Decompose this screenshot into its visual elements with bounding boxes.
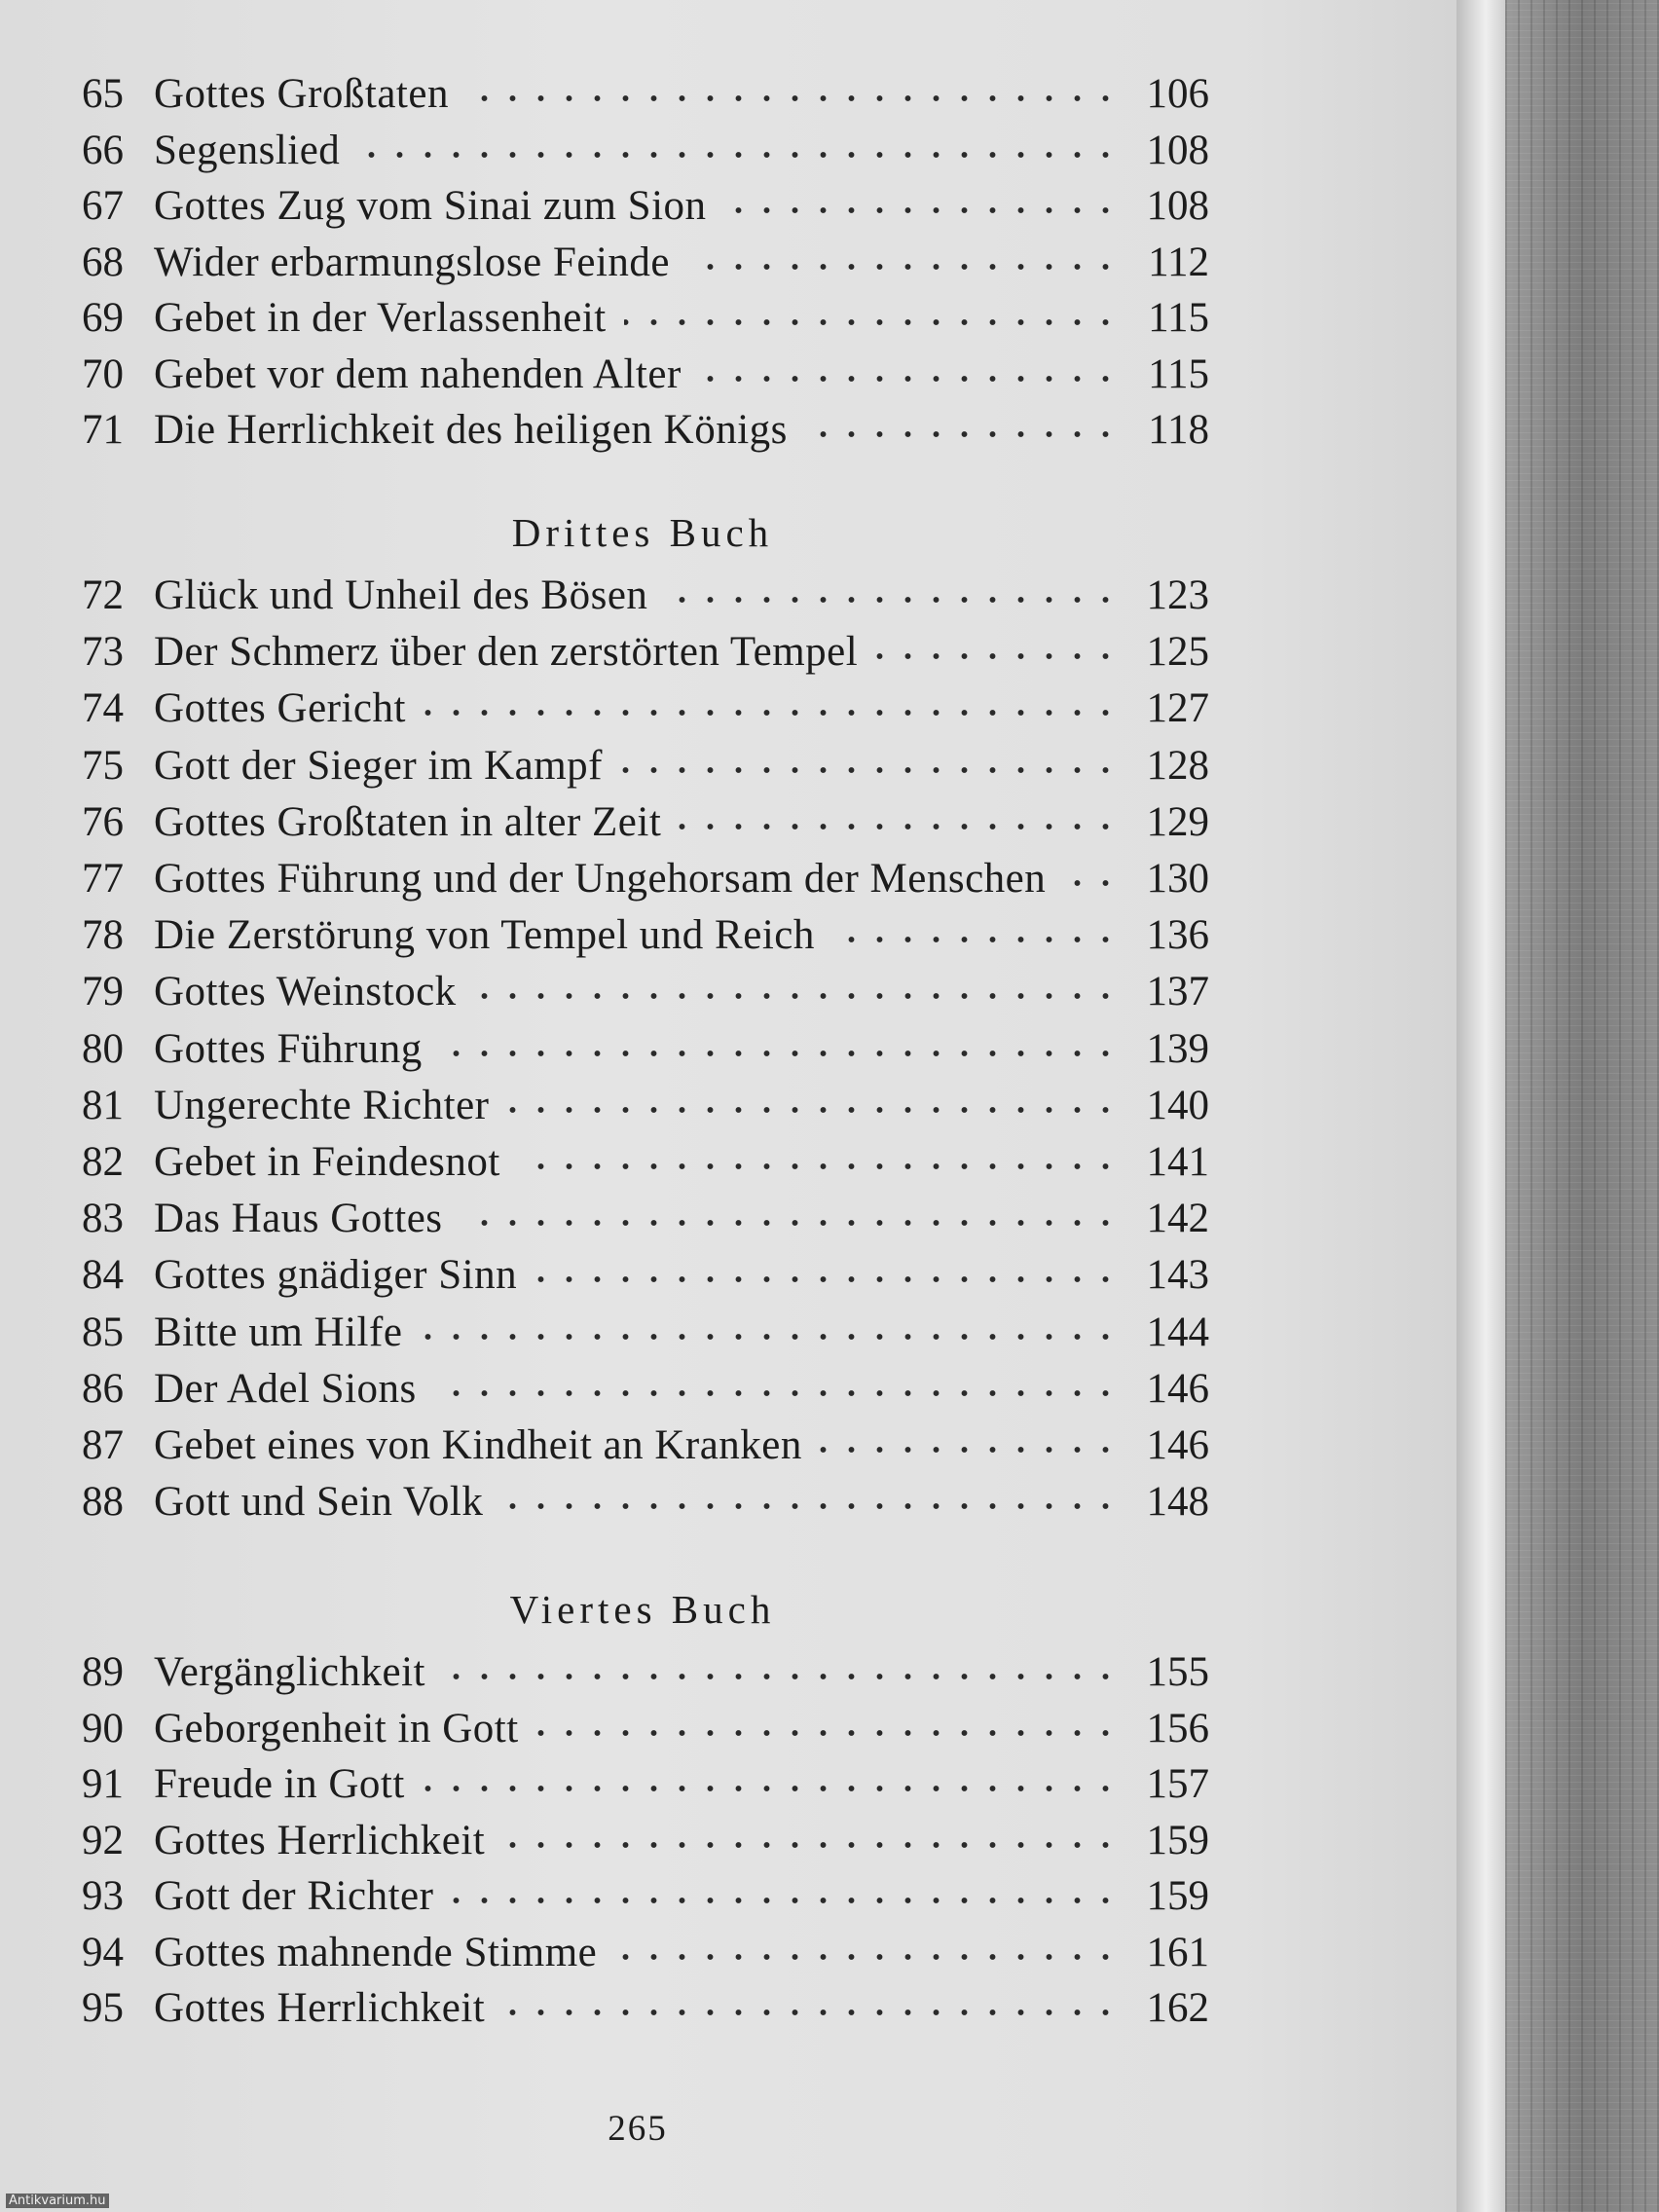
dot-leader — [518, 1161, 1120, 1171]
toc-entry — [82, 1648, 1209, 1697]
toc-entry — [82, 1817, 1209, 1865]
entry-number: 65 — [82, 71, 124, 117]
entry-title: Bitte um Hilfe — [154, 1309, 403, 1355]
entry-title: Gott und Sein Volk — [154, 1479, 484, 1525]
entry-title: Gott der Richter — [154, 1873, 434, 1919]
entry-page: 142 — [1146, 1196, 1209, 1241]
entry-page: 108 — [1146, 183, 1209, 229]
entry-number: 83 — [82, 1196, 124, 1241]
entry-page: 143 — [1146, 1252, 1209, 1298]
entry-title: Ungerechte Richter — [154, 1083, 490, 1128]
entry-number: 87 — [82, 1422, 124, 1468]
toc-entry — [82, 239, 1209, 287]
toc-entry — [82, 1251, 1209, 1300]
entry-number: 85 — [82, 1309, 124, 1355]
toc-entry — [82, 350, 1209, 399]
entry-page: 155 — [1146, 1649, 1209, 1695]
entry-number: 95 — [82, 1985, 124, 2031]
entry-title: Gottes Großtaten in alter Zeit — [154, 799, 662, 845]
entry-page: 136 — [1146, 912, 1209, 958]
entry-title: Die Herrlichkeit des heiligen Königs — [154, 407, 788, 453]
dot-leader — [474, 991, 1120, 1001]
entry-number: 74 — [82, 685, 124, 731]
entry-title: Gottes Weinstock — [154, 969, 457, 1014]
toc-entry — [82, 798, 1209, 847]
entry-title: Der Adel Sions — [154, 1366, 417, 1412]
toc-entry — [82, 127, 1209, 175]
dot-leader — [614, 1952, 1120, 1962]
dot-leader — [434, 1388, 1120, 1398]
entry-title: Gebet in Feindesnot — [154, 1139, 500, 1185]
entry-title: Gottes gnädiger Sinn — [154, 1252, 518, 1298]
dot-leader — [443, 1672, 1120, 1681]
entry-page: 115 — [1148, 351, 1209, 397]
dot-leader — [679, 822, 1120, 831]
dot-leader — [451, 1896, 1120, 1905]
entry-title: Gottes Gericht — [154, 685, 406, 731]
entry-number: 92 — [82, 1818, 124, 1863]
dot-leader — [466, 93, 1120, 103]
entry-number: 78 — [82, 912, 124, 958]
toc-entry — [82, 1984, 1209, 2033]
dot-leader — [461, 1218, 1120, 1228]
dot-leader — [440, 1049, 1120, 1058]
entry-number: 66 — [82, 128, 124, 173]
dot-leader — [820, 1445, 1120, 1455]
dot-leader — [502, 2008, 1120, 2017]
toc-entry — [82, 628, 1209, 677]
toc-entry — [82, 1421, 1209, 1470]
entry-page: 129 — [1146, 799, 1209, 845]
entry-number: 69 — [82, 295, 124, 341]
toc-entry — [82, 1138, 1209, 1187]
entry-page: 159 — [1146, 1873, 1209, 1919]
entry-title: Die Zerstörung von Tempel und Reich — [154, 912, 815, 958]
entry-number: 80 — [82, 1026, 124, 1072]
entry-title: Gottes Herrlichkeit — [154, 1985, 486, 2031]
dot-leader — [832, 935, 1120, 944]
entry-number: 68 — [82, 240, 124, 285]
toc-entry — [82, 571, 1209, 620]
entry-number: 82 — [82, 1139, 124, 1185]
entry-page: 139 — [1146, 1026, 1209, 1072]
page-edge — [1456, 0, 1505, 2212]
dot-leader — [624, 317, 1120, 327]
entry-number: 81 — [82, 1083, 124, 1128]
dot-leader — [699, 374, 1120, 384]
entry-title: Gottes mahnende Stimme — [154, 1930, 598, 1975]
entry-page: 146 — [1146, 1366, 1209, 1412]
toc-entry — [82, 294, 1209, 343]
entry-number: 71 — [82, 407, 124, 453]
entry-title: Wider erbarmungslose Feinde — [154, 240, 671, 285]
entry-page: 156 — [1146, 1706, 1209, 1751]
entry-number: 86 — [82, 1366, 124, 1412]
dot-leader — [1063, 878, 1120, 888]
entry-page: 108 — [1146, 128, 1209, 173]
entry-page: 123 — [1146, 572, 1209, 618]
entry-title: Gottes Führung und der Ungehorsam der Menschen — [154, 856, 1047, 902]
entry-number: 79 — [82, 969, 124, 1014]
entry-title: Freude in Gott — [154, 1761, 405, 1807]
dot-leader — [506, 1105, 1120, 1115]
toc-entry — [82, 684, 1209, 733]
toc-entry — [82, 1872, 1209, 1921]
entry-page: 128 — [1146, 743, 1209, 789]
entry-title: Gottes Führung — [154, 1026, 423, 1072]
entry-title: Gebet in der Verlassenheit — [154, 295, 607, 341]
toc-entry — [82, 1929, 1209, 1977]
dot-leader — [875, 651, 1120, 661]
entry-title: Vergänglichkeit — [154, 1649, 425, 1695]
entry-title: Geborgenheit in Gott — [154, 1706, 519, 1751]
dot-leader — [724, 205, 1120, 215]
toc-entry — [82, 406, 1209, 455]
dot-leader — [805, 429, 1120, 439]
dot-leader — [502, 1840, 1120, 1850]
entry-title: Der Schmerz über den zerstörten Tempel — [154, 629, 859, 675]
entry-number: 75 — [82, 743, 124, 789]
entry-page: 146 — [1146, 1422, 1209, 1468]
entry-number: 90 — [82, 1706, 124, 1751]
entry-title: Gott der Sieger im Kampf — [154, 743, 604, 789]
dot-leader — [423, 1784, 1120, 1793]
entry-page: 148 — [1146, 1479, 1209, 1525]
dot-leader — [620, 765, 1120, 775]
toc-entry — [82, 742, 1209, 791]
toc-entry — [82, 1760, 1209, 1809]
entry-title: Gottes Großtaten — [154, 71, 449, 117]
dot-leader — [357, 150, 1120, 160]
entry-page: 161 — [1146, 1930, 1209, 1975]
entry-page: 130 — [1146, 856, 1209, 902]
entry-page: 125 — [1146, 629, 1209, 675]
entry-number: 94 — [82, 1930, 124, 1975]
entry-page: 157 — [1146, 1761, 1209, 1807]
entry-page: 140 — [1146, 1083, 1209, 1128]
watermark: Antikvarium.hu — [6, 2194, 109, 2208]
entry-title: Gebet vor dem nahenden Alter — [154, 351, 682, 397]
entry-number: 93 — [82, 1873, 124, 1919]
entry-number: 72 — [82, 572, 124, 618]
entry-page: 137 — [1146, 969, 1209, 1014]
page-number: 265 — [608, 2109, 668, 2149]
entry-title: Glück und Unheil des Bösen — [154, 572, 648, 618]
entry-page: 144 — [1146, 1309, 1209, 1355]
entry-number: 84 — [82, 1252, 124, 1298]
entry-title: Gottes Zug vom Sinai zum Sion — [154, 183, 707, 229]
dot-leader — [535, 1274, 1120, 1284]
entry-page: 141 — [1146, 1139, 1209, 1185]
toc-entry — [82, 1365, 1209, 1414]
section-heading: Viertes Buch — [509, 1587, 776, 1632]
toc-entry — [82, 1478, 1209, 1527]
entry-title: Segenslied — [154, 128, 341, 173]
dot-leader — [424, 708, 1120, 718]
toc-entry — [82, 70, 1209, 119]
section-heading: Drittes Buch — [511, 510, 774, 555]
entry-number: 91 — [82, 1761, 124, 1807]
toc-entry — [82, 182, 1209, 231]
toc-entry — [82, 968, 1209, 1016]
entry-number: 73 — [82, 629, 124, 675]
toc-entry — [82, 1082, 1209, 1130]
toc-entry — [82, 1309, 1209, 1357]
entry-title: Das Haus Gottes — [154, 1196, 443, 1241]
entry-page: 115 — [1148, 295, 1209, 341]
entry-page: 106 — [1146, 71, 1209, 117]
dot-leader — [536, 1728, 1120, 1738]
toc-entry — [82, 1705, 1209, 1753]
dot-leader — [665, 595, 1120, 605]
entry-number: 76 — [82, 799, 124, 845]
entry-number: 89 — [82, 1649, 124, 1695]
toc-entry — [82, 1025, 1209, 1074]
entry-number: 77 — [82, 856, 124, 902]
entry-page: 127 — [1146, 685, 1209, 731]
entry-number: 67 — [82, 183, 124, 229]
entry-number: 70 — [82, 351, 124, 397]
entry-page: 159 — [1146, 1818, 1209, 1863]
entry-title: Gebet eines von Kindheit an Kranken — [154, 1422, 802, 1468]
entry-page: 112 — [1148, 240, 1209, 285]
dot-leader — [500, 1501, 1120, 1511]
toc-entry — [82, 855, 1209, 903]
dot-leader — [687, 262, 1120, 272]
toc-entry — [82, 1195, 1209, 1243]
entry-page: 162 — [1146, 1985, 1209, 2031]
entry-number: 88 — [82, 1479, 124, 1525]
entry-page: 118 — [1148, 407, 1209, 453]
dot-leader — [420, 1332, 1120, 1342]
entry-title: Gottes Herrlichkeit — [154, 1818, 486, 1863]
background-surface — [1505, 0, 1659, 2212]
toc-entry — [82, 911, 1209, 960]
